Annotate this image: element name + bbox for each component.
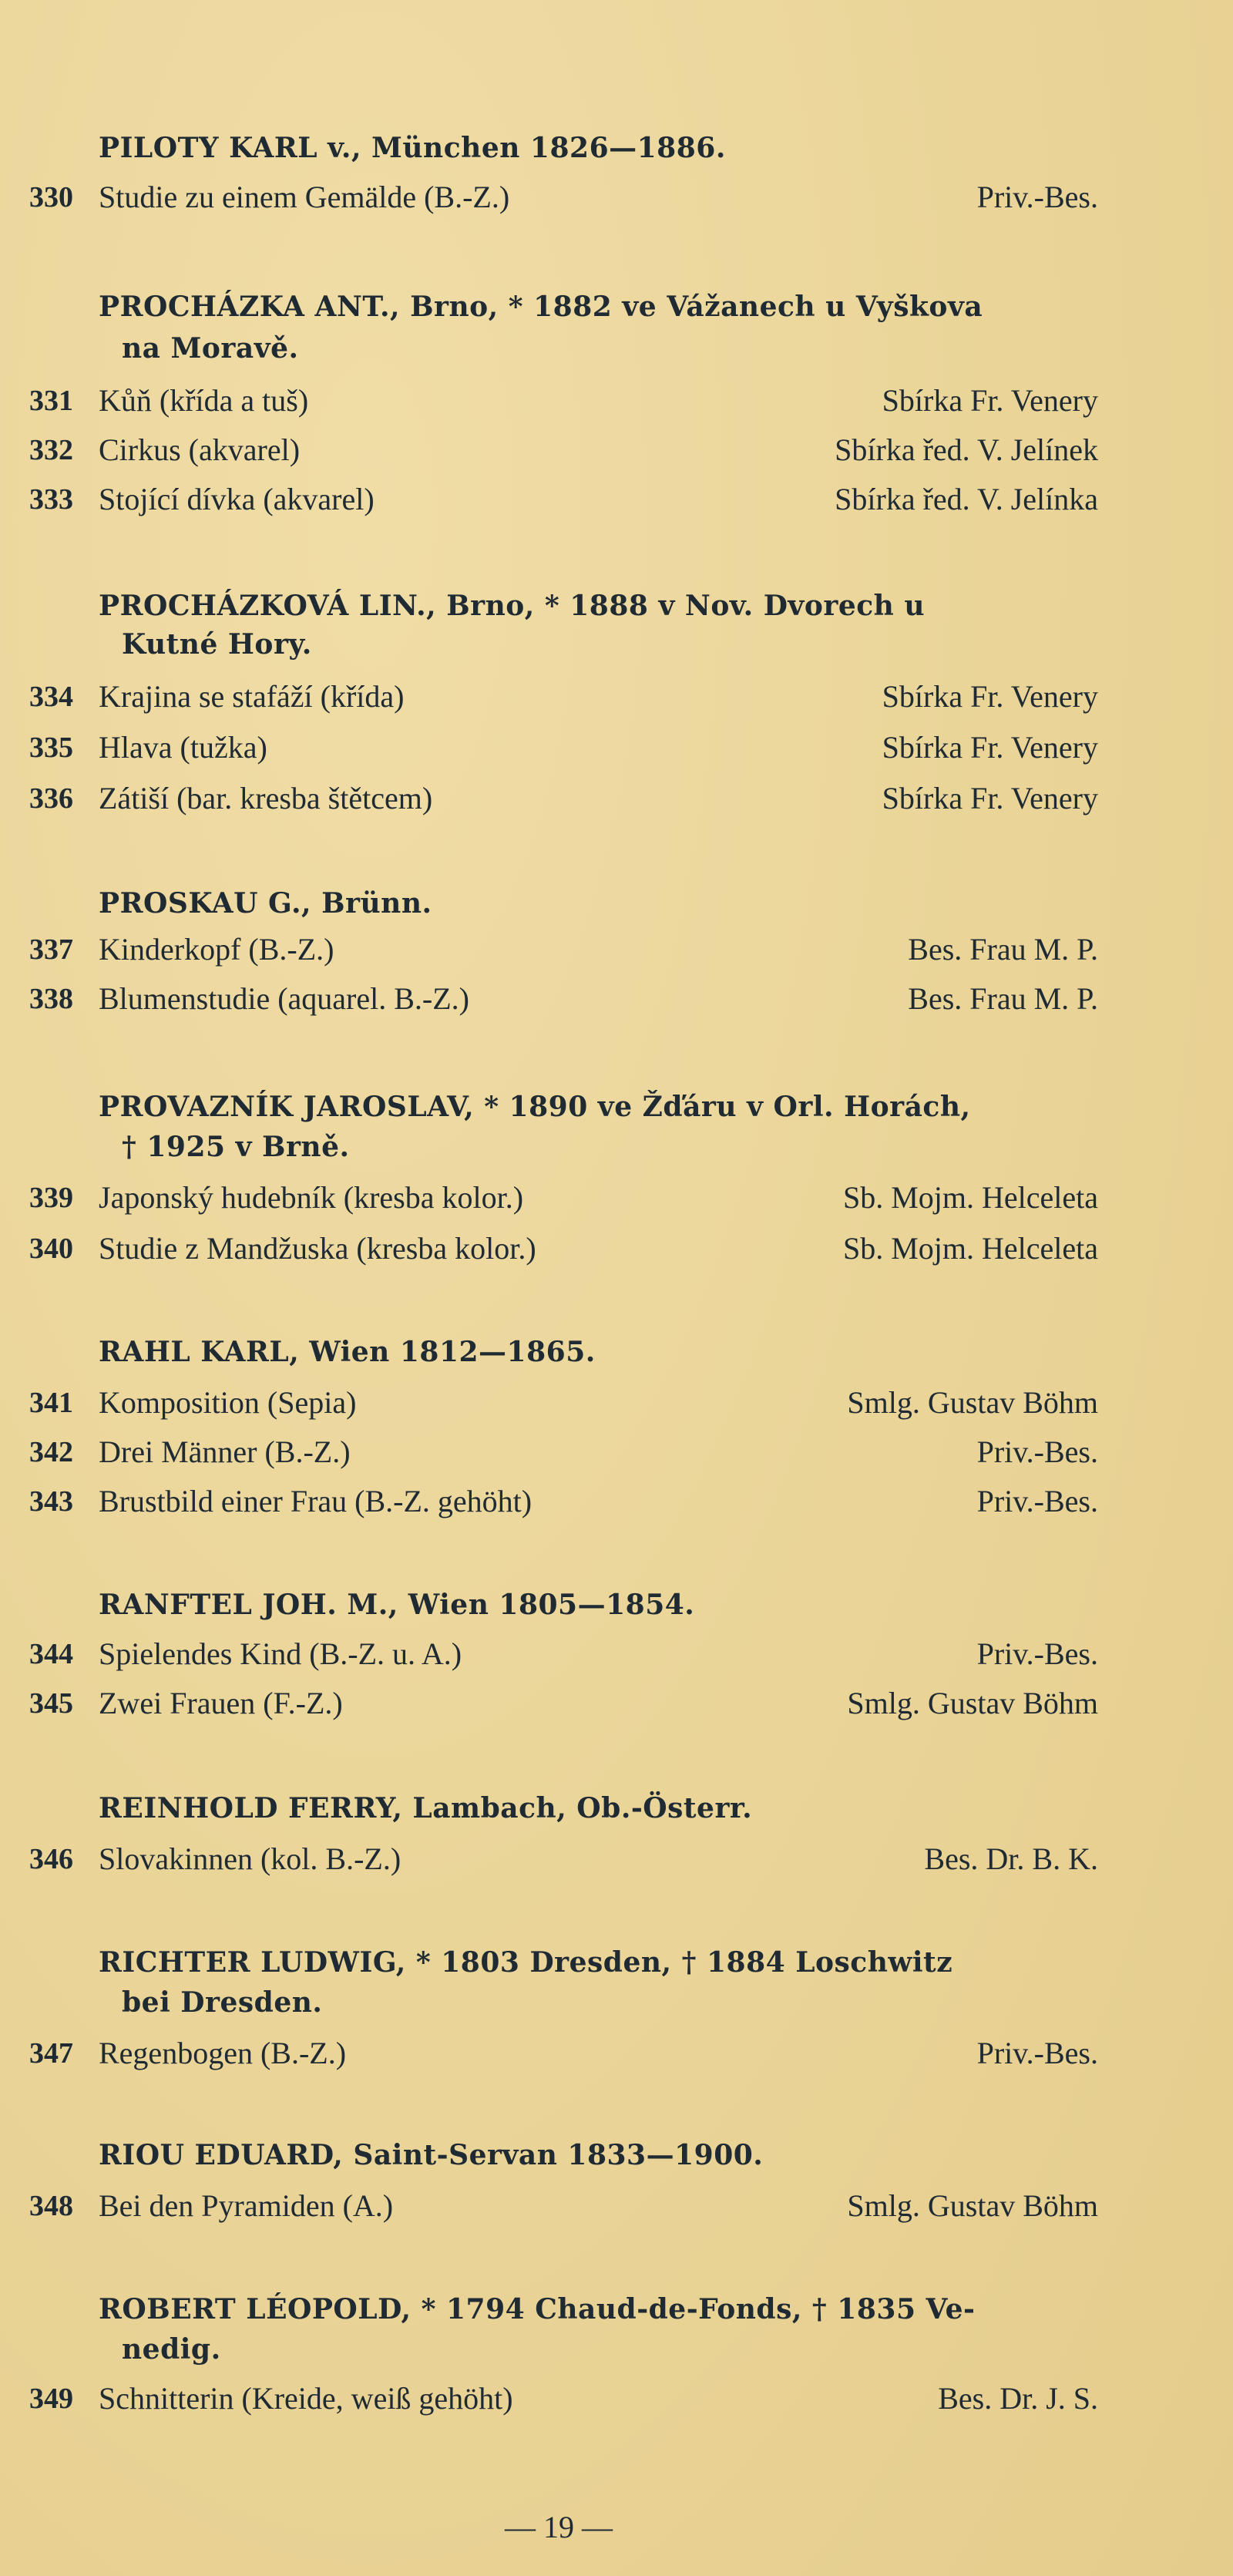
catalog-entry [0,475,1233,524]
artist-heading-line: Kutné Hory. [122,628,312,661]
entry-owner: Bes. Dr. J. S. [938,2381,1098,2416]
entry-owner: Sbírka Fr. Venery [882,781,1098,816]
entry-number: 346 [29,1843,73,1875]
entry-owner: Sb. Mojm. Helceleta [842,1180,1098,1215]
entry-number: 343 [29,1485,73,1518]
catalog-entry [0,1378,1233,1428]
entry-number: 349 [29,2383,73,2415]
entry-owner: Sbírka Fr. Venery [882,679,1098,714]
entry-title: Regenbogen (B.-Z.) [99,2036,347,2070]
catalog-entry [0,723,1233,772]
entry-title: Spielendes Kind (B.-Z. u. A.) [99,1636,462,1671]
entry-title: Kinderkopf (B.-Z.) [99,932,334,967]
entry-number: 344 [29,1638,73,1670]
artist-heading-line: RIOU EDUARD, Saint-Servan 1833—1900. [99,2139,764,2171]
artist-heading-line: ROBERT LÉOPOLD, * 1794 Chaud-de-Fonds, † 1835 Ve- [99,2293,976,2325]
catalog-entry [0,2374,1233,2423]
artist-heading [99,879,1100,928]
entry-owner: Bes. Dr. B. K. [924,1841,1098,1876]
entry-owner: Smlg. Gustav Böhm [847,2188,1098,2223]
artist-heading-line: † 1925 v Brně. [122,1131,350,1163]
entry-title: Slovakinnen (kol. B.-Z.) [99,1841,401,1876]
entry-owner: Priv.-Bes. [976,1434,1098,1469]
entry-owner: Smlg. Gustav Böhm [847,1385,1098,1420]
artist-heading [99,1580,1100,1629]
catalog-entry [0,2029,1233,2078]
artist-heading [99,1082,1100,1172]
entry-number: 340 [29,1233,73,1265]
entry-number: 347 [29,2037,73,2070]
artist-heading-line: PROCHÁZKA ANT., Brno, * 1882 ve Vážanech u Vyškova [99,291,983,323]
entry-number: 332 [29,434,73,466]
entry-title: Zwei Frauen (F.-Z.) [99,1686,343,1720]
artist-heading [99,1327,1100,1377]
entry-number: 336 [29,782,73,815]
catalog-entry [0,925,1233,974]
entry-title: Japonský hudebník (kresba kolor.) [99,1180,524,1215]
entry-title: Brustbild einer Frau (B.-Z. gehöht) [99,1484,533,1518]
entry-owner: Priv.-Bes. [976,1484,1098,1518]
catalog-entry [0,1224,1233,1273]
catalog-entry [0,974,1233,1024]
entry-owner: Priv.-Bes. [976,2036,1098,2070]
artist-heading [99,1938,1100,2027]
artist-heading [99,581,1100,669]
entry-title: Stojící dívka (akvarel) [99,482,375,516]
entry-title: Blumenstudie (aquarel. B.-Z.) [99,981,469,1016]
page-number: — 19 — [505,2510,613,2544]
artist-heading [99,123,1100,173]
entry-title: Kůň (křída a tuš) [99,383,309,418]
entry-owner: Sb. Mojm. Helceleta [842,1231,1098,1266]
entry-title: Drei Männer (B.-Z.) [99,1434,351,1469]
entry-number: 333 [29,483,73,516]
artist-heading [99,282,1100,373]
entry-number: 348 [29,2190,73,2222]
entry-title: Hlava (tužka) [99,730,267,765]
catalog-entry [0,376,1233,425]
entry-owner: Sbírka Fr. Venery [882,383,1098,418]
entry-number: 345 [29,1687,73,1720]
artist-heading-line: REINHOLD FERRY, Lambach, Ob.-Österr. [99,1792,753,1824]
entry-number: 341 [29,1387,73,1419]
catalog-entry [0,774,1233,823]
catalog-entry [0,1834,1233,1884]
artist-heading-line: RAHL KARL, Wien 1812—1865. [99,1336,596,1368]
entry-owner: Smlg. Gustav Böhm [847,1686,1098,1720]
artist-heading-line: RANFTEL JOH. M., Wien 1805—1854. [99,1589,695,1621]
artist-heading-line: PROSKAU G., Brünn. [99,887,432,920]
entry-number: 335 [29,731,73,764]
artist-heading-line: na Moravě. [122,332,299,365]
artist-heading [99,1784,1100,1833]
artist-heading-line: bei Dresden. [122,1986,323,2019]
entry-number: 339 [29,1182,73,1214]
artist-heading [99,2285,1100,2374]
artist-heading-line: PROVAZNÍK JAROSLAV, * 1890 ve Žďáru v Orl. Horách, [99,1091,971,1123]
entry-number: 331 [29,385,73,417]
entry-owner: Priv.-Bes. [976,180,1098,214]
artist-heading-line: RICHTER LUDWIG, * 1803 Dresden, † 1884 Loschwitz [99,1946,953,1979]
entry-owner: Bes. Frau M. P. [908,932,1098,967]
artist-heading-line: PROCHÁZKOVÁ LIN., Brno, * 1888 v Nov. Dvorech u [99,590,926,622]
entry-owner: Sbírka řed. V. Jelínka [835,482,1098,516]
entry-title: Schnitterin (Kreide, weiß gehöht) [99,2381,513,2416]
entry-title: Cirkus (akvarel) [99,432,301,467]
catalog-entry [0,1477,1233,1526]
catalog-entry [0,1629,1233,1679]
entry-owner: Sbírka řed. V. Jelínek [835,432,1098,467]
entry-number: 337 [29,933,73,966]
catalog-entry [0,1428,1233,1477]
entry-title: Krajina se stafáží (křída) [99,679,405,714]
catalog-entry [0,672,1233,721]
catalog-entry [0,173,1233,222]
entry-number: 334 [29,681,73,713]
artist-heading [99,2130,1100,2180]
catalog-entry [0,1679,1233,1728]
catalog-entry [0,2181,1233,2231]
entry-title: Zátiší (bar. kresba štětcem) [99,781,433,816]
entry-number: 330 [29,181,73,214]
entry-number: 338 [29,983,73,1015]
entry-title: Komposition (Sepia) [99,1385,357,1420]
catalog-entry [0,1173,1233,1222]
entry-owner: Bes. Frau M. P. [908,981,1098,1016]
entry-number: 342 [29,1436,73,1468]
catalog-entry [0,425,1233,475]
artist-heading-line: nedig. [122,2333,221,2366]
artist-heading-line: PILOTY KARL v., München 1826—1886. [99,132,726,164]
entry-title: Bei den Pyramiden (A.) [99,2188,394,2223]
entry-owner: Sbírka Fr. Venery [882,730,1098,765]
entry-owner: Priv.-Bes. [976,1636,1098,1671]
entry-title: Studie zu einem Gemälde (B.-Z.) [99,180,510,214]
entry-title: Studie z Mandžuska (kresba kolor.) [99,1231,536,1266]
